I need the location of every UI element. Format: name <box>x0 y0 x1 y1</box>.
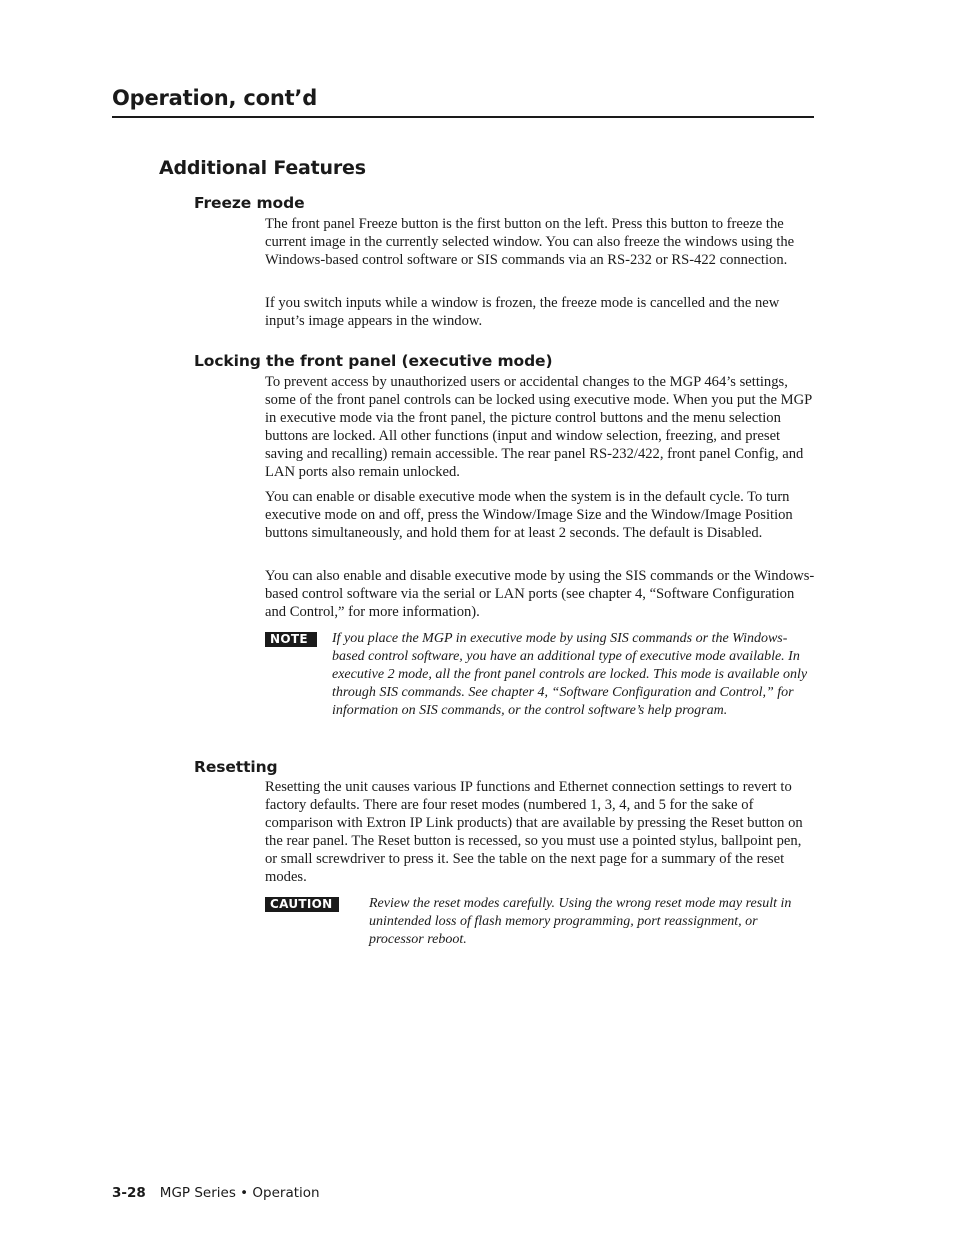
freeze-mode-paragraph-1: The front panel Freeze button is the first button on the left. Press this button to freeze the current image in the currently selected window. You can also freeze the windows using the Windows-based control software or SIS commands via an RS-232 or RS-422 connection. <box>265 216 795 268</box>
resetting-paragraph-1: Resetting the unit causes various IP functions and Ethernet connection settings to revert to factory defaults. There are four reset modes (numbered 1, 3, 4, and 5 for the sake of comparison with Extron IP Link products) that are available by pressing the Reset button on the rear panel. The Reset button is recessed, so you must use a pointed stylus, ballpoint pen, or small screwdriver to press it. See the table on the next page for a summary of the reset modes. <box>265 779 803 885</box>
freeze-mode-heading: Freeze mode <box>194 194 305 212</box>
note-badge: NOTE <box>265 632 317 647</box>
section-title: Additional Features <box>159 157 366 179</box>
caution-badge: CAUTION <box>265 897 339 912</box>
caution-text: Review the reset modes carefully. Using the wrong reset mode may result in unintended loss of flash memory programming, port reassignment, or processor reboot. <box>369 896 792 947</box>
resetting-heading: Resetting <box>194 758 278 776</box>
note-text: If you place the MGP in executive mode by using SIS commands or the Windows-based control software, you have an additional type of executive mode available. In executive 2 mode, all the front panel controls are locked. This mode is available only through SIS commands. See chapter 4, “Software Configuration and Control,” for information on SIS commands, or the control software’s help program. <box>332 631 808 718</box>
page-header <box>112 84 814 118</box>
locking-heading: Locking the front panel (executive mode) <box>194 352 553 370</box>
page-number: 3-28 <box>112 1185 146 1201</box>
locking-paragraph-2: You can enable or disable executive mode when the system is in the default cycle. To turn executive mode on and off, press the Window/Image Size and the Window/Image Position buttons simultaneously, and hold them for at least 2 seconds. The default is Disabled. <box>265 489 793 541</box>
locking-paragraph-1: To prevent access by unauthorized users or accidental changes to the MGP 464’s settings, some of the front panel controls can be locked using executive mode. When you put the MGP in executive mode via the front panel, the picture control buttons and the menu selection buttons are locked. All other functions (input and window selection, freezing, and preset saving and recalling) remain accessible. The rear panel RS-232/422, front panel Config, and LAN ports also remain unlocked. <box>265 374 812 480</box>
footer-doc-title: MGP Series • Operation <box>159 1185 320 1201</box>
page-title: Operation, cont’d <box>112 86 318 110</box>
freeze-mode-paragraph-2: If you switch inputs while a window is frozen, the freeze mode is cancelled and the new input’s image appears in the window. <box>265 295 780 329</box>
page-footer <box>112 1184 320 1202</box>
locking-paragraph-3: You can also enable and disable executive mode by using the SIS commands or the Windows-based control software via the serial or LAN ports (see chapter 4, “Software Configuration and Control,” for more information). <box>265 568 815 620</box>
